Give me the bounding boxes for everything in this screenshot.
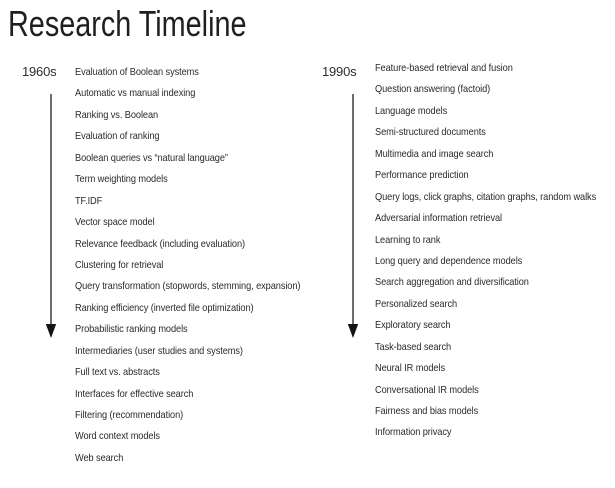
timeline-item: Question answering (factoid) bbox=[375, 83, 491, 96]
decade-label-1990s: 1990s bbox=[322, 64, 357, 79]
timeline-item: Boolean queries vs “natural language” bbox=[75, 151, 228, 164]
timeline-item: Clustering for retrieval bbox=[75, 258, 164, 271]
slide-title: Research Timeline bbox=[8, 3, 247, 44]
timeline-items-1990s bbox=[375, 58, 596, 444]
timeline-item: Personalized search bbox=[375, 297, 458, 310]
timeline-item: Fairness and bias models bbox=[375, 405, 479, 417]
timeline-item: Evaluation of ranking bbox=[75, 130, 160, 143]
down-arrow-icon bbox=[45, 92, 57, 340]
timeline-item: Long query and dependence models bbox=[375, 254, 523, 267]
timeline-item: Relevance feedback (including evaluation) bbox=[75, 237, 246, 250]
timeline-item: Semi-structured documents bbox=[375, 126, 486, 139]
timeline-item: Interfaces for effective search bbox=[75, 387, 194, 400]
timeline-item: Multimedia and image search bbox=[375, 147, 494, 160]
timeline-item: Search aggregation and diversification bbox=[375, 276, 529, 289]
timeline-item: Ranking efficiency (inverted file optimization) bbox=[75, 301, 254, 314]
timeline-item: Probabilistic ranking models bbox=[75, 323, 188, 336]
timeline-item: Neural IR models bbox=[375, 362, 445, 375]
timeline-item: Word context models bbox=[75, 430, 160, 443]
timeline-item: Task-based search bbox=[375, 340, 452, 353]
timeline-item: Automatic vs manual indexing bbox=[75, 87, 196, 100]
timeline-item: Query transformation (stopwords, stemming, expansion) bbox=[75, 280, 301, 293]
timeline-item: Performance prediction bbox=[375, 169, 469, 182]
timeline-item: Web search bbox=[75, 451, 124, 464]
timeline-item: Intermediaries (user studies and systems) bbox=[75, 344, 243, 357]
timeline-item: Ranking vs. Boolean bbox=[75, 108, 159, 121]
timeline-item: Language models bbox=[375, 104, 448, 117]
timeline-item: Term weighting models bbox=[75, 173, 168, 186]
timeline-item: Evaluation of Boolean systems bbox=[75, 66, 199, 78]
timeline-item: Exploratory search bbox=[375, 319, 451, 332]
timeline-item: Feature-based retrieval and fusion bbox=[375, 62, 513, 74]
timeline-items-1960s bbox=[75, 62, 300, 469]
timeline-item: Full text vs. abstracts bbox=[75, 366, 160, 379]
timeline-item: Filtering (recommendation) bbox=[75, 409, 184, 421]
timeline-item: Learning to rank bbox=[375, 233, 441, 246]
timeline-item: TF.IDF bbox=[75, 194, 103, 207]
timeline-item: Adversarial information retrieval bbox=[375, 212, 503, 225]
decade-label-1960s: 1960s bbox=[22, 64, 57, 79]
timeline-item: Information privacy bbox=[375, 426, 452, 439]
timeline-item: Conversational IR models bbox=[375, 383, 479, 396]
timeline-item: Vector space model bbox=[75, 216, 155, 229]
timeline-item: Query logs, click graphs, citation graphs, random walks bbox=[375, 190, 597, 203]
down-arrow-icon bbox=[347, 92, 359, 340]
